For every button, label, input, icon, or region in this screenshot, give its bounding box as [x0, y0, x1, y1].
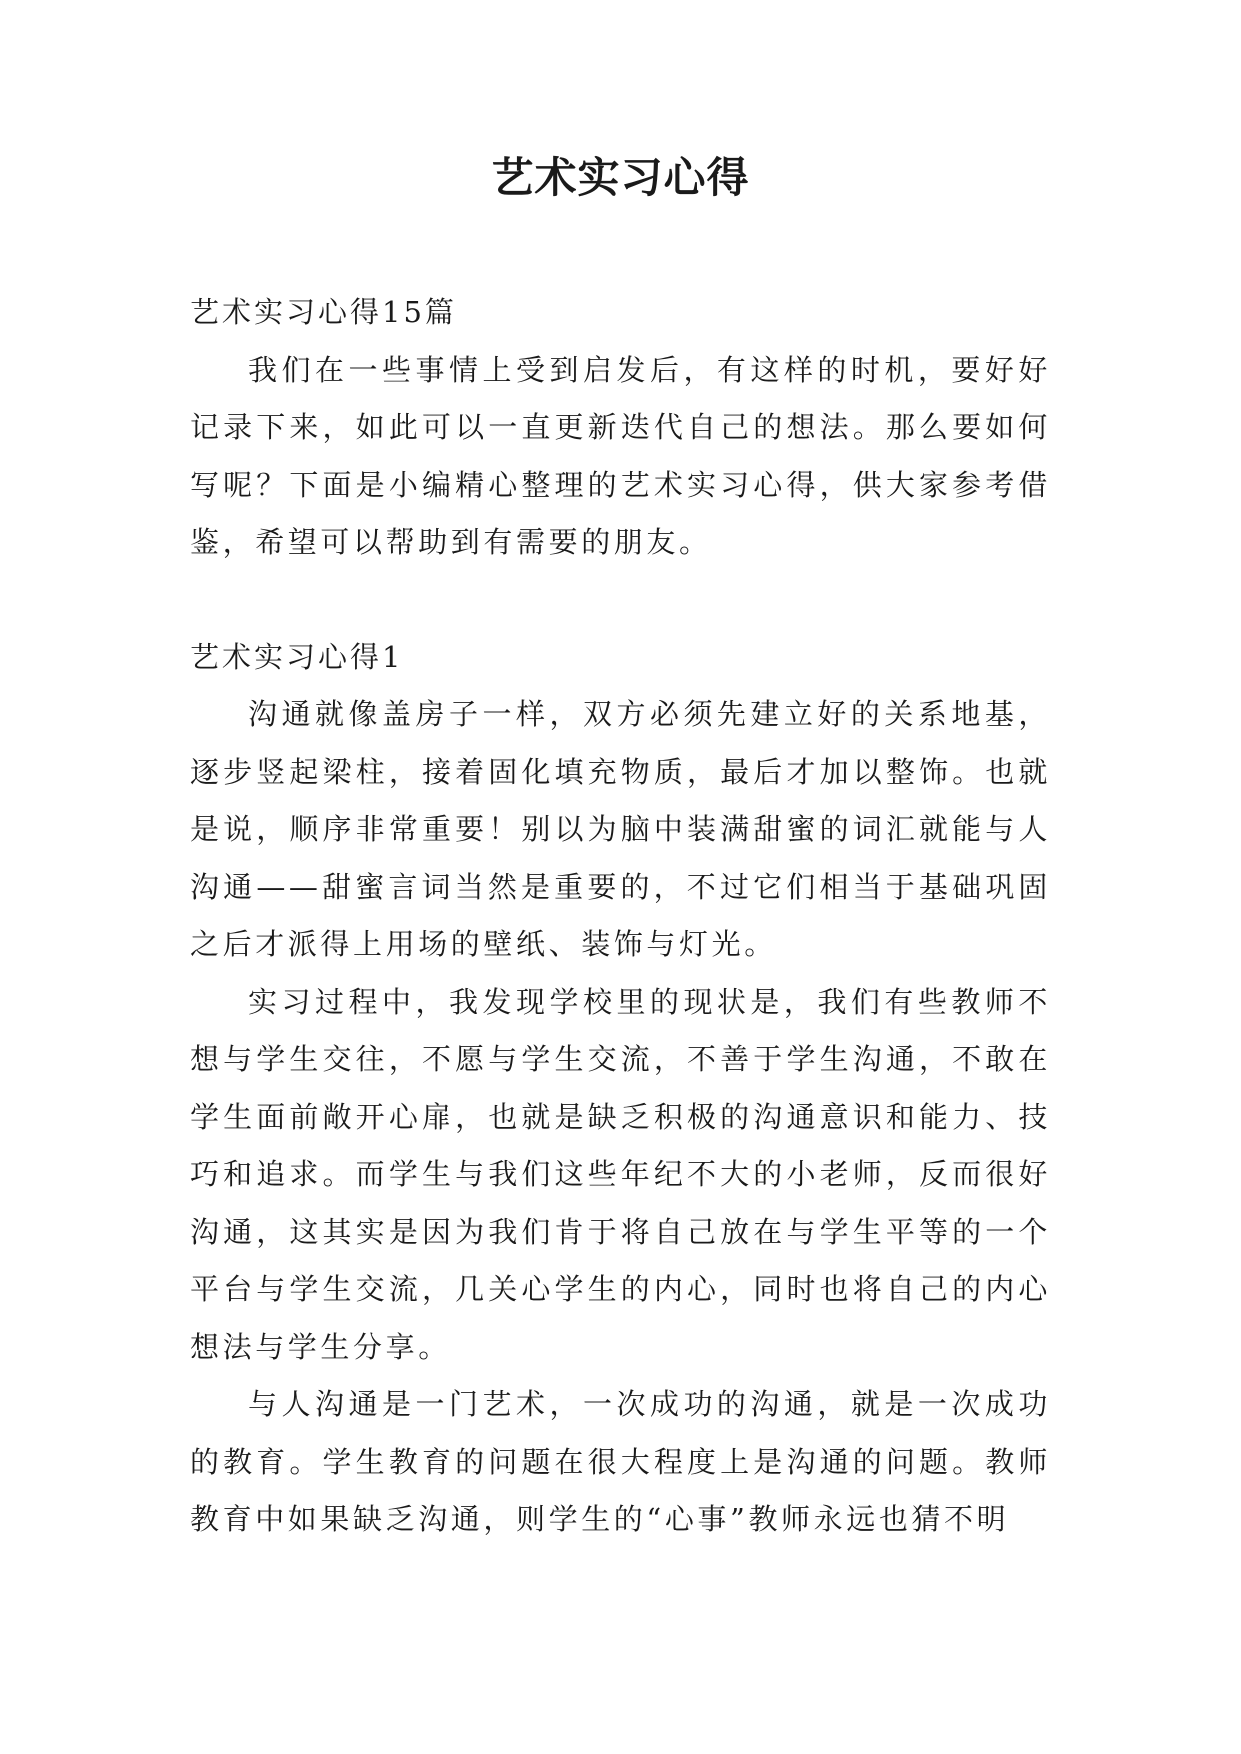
document-title: 艺术实习心得 — [491, 153, 750, 202]
intro-paragraph: 我们在一些事情上受到启发后，有这样的时机，要好好记录下来，如此可以一直更新迭代自己的想法。那么要如何写呢？下面是小编精心整理的艺术实习心得，供大家参考借鉴，希望可以帮助到有需要的朋友。 — [190, 352, 1051, 559]
collection-heading: 艺术实习心得15篇 — [190, 295, 457, 329]
body-paragraph: 与人沟通是一门艺术，一次成功的沟通，就是一次成功的教育。学生教育的问题在很大程度上是沟通的问题。教师教育中如果缺乏沟通，则学生的“心事”教师永远也猜不明 — [190, 1387, 1051, 1536]
body-paragraph: 实习过程中，我发现学校里的现状是，我们有些教师不想与学生交往，不愿与学生交流，不善于学生沟通，不敢在学生面前敞开心扉，也就是缺乏积极的沟通意识和能力、技巧和追求。而学生与我们这些年纪不大的小老师，反而很好沟通，这其实是因为我们肯于将自己放在与学生平等的一个平台与学生交流，几关心学生的内心，同时也将自己的内心想法与学生分享。 — [190, 984, 1051, 1364]
body-paragraph: 沟通就像盖房子一样，双方必须先建立好的关系地基，逐步竖起梁柱，接着固化填充物质，最后才加以整饰。也就是说，顺序非常重要！别以为脑中装满甜蜜的词汇就能与人沟通——甜蜜言词当然是重要的，不过它们相当于基础巩固之后才派得上用场的壁纸、装饰与灯光。 — [190, 697, 1051, 961]
section-spacer — [190, 572, 1051, 629]
section-heading: 艺术实习心得1 — [190, 639, 404, 674]
